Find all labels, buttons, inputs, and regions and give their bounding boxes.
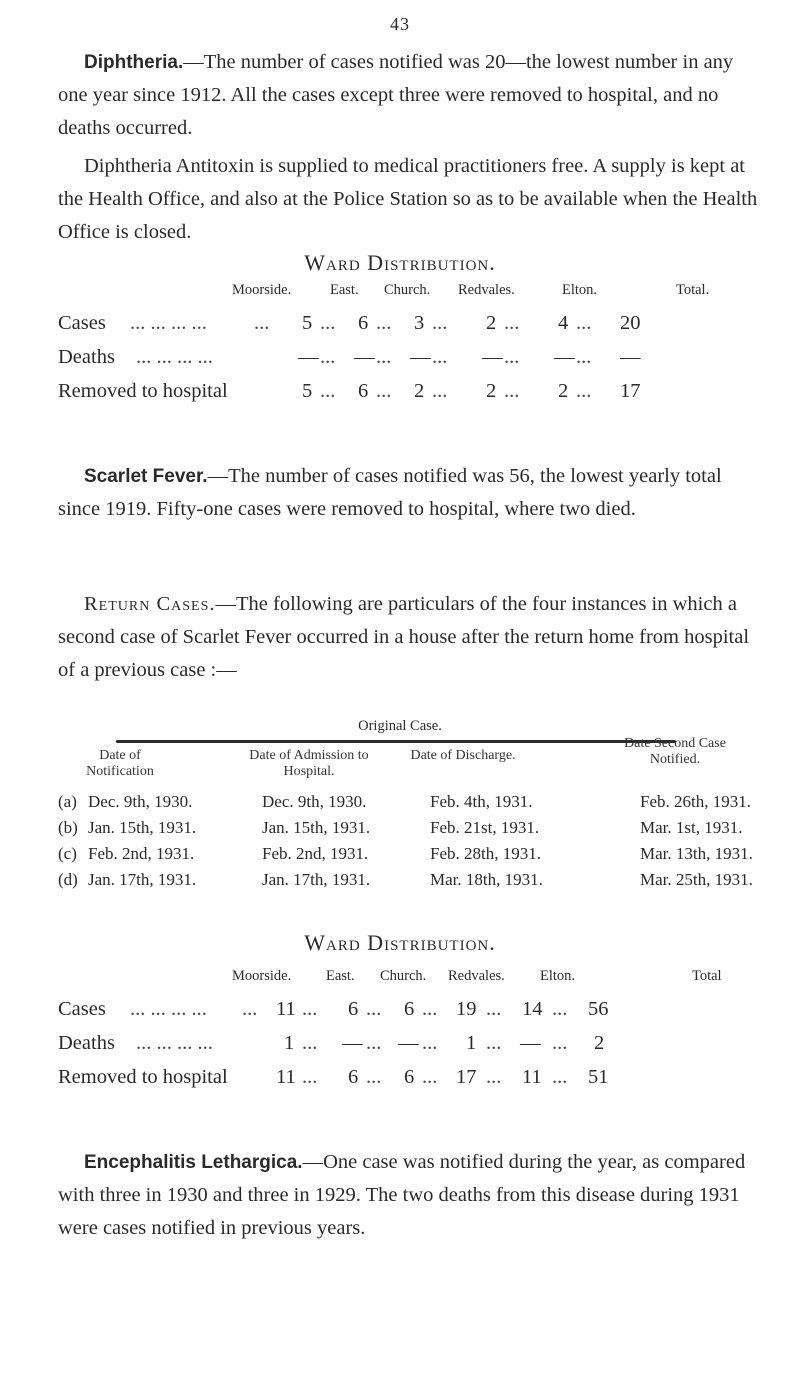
- column-header: Total.: [676, 282, 710, 298]
- encephalitis-paragraph: [58, 1146, 758, 1245]
- row-label: (a): [58, 792, 77, 811]
- scarlet-fever-paragraph: [58, 460, 758, 526]
- header-date-admission: Date of Admission to Hospital.: [249, 748, 369, 779]
- cell: 6: [404, 998, 415, 1020]
- row-label: Removed to hospital: [58, 1066, 228, 1088]
- cell-discharge: Feb. 21st, 1931.: [430, 818, 540, 837]
- cell-discharge: Feb. 4th, 1931.: [430, 792, 533, 811]
- ward-distribution-heading-2: Ward Distribution.: [304, 930, 496, 955]
- row-label: (b): [58, 818, 78, 837]
- column-header: Moorside.: [232, 968, 292, 984]
- column-header: Elton.: [540, 968, 576, 984]
- row-label: (c): [58, 844, 77, 863]
- return-row-d: [58, 870, 778, 896]
- row-label: Deaths: [58, 346, 115, 368]
- scarlet-fever-text: —The number of cases notified was 56, the lowest yearly total since 1919. Fifty-one cases were removed to hospital, where two died.: [58, 465, 722, 520]
- cell: 5: [302, 380, 313, 402]
- cell-notification: Dec. 9th, 1930.: [88, 792, 193, 811]
- encephalitis-text: —One case was notified during the year, as compared with three in 1930 and three in 1929. The two deaths from this disease during 1931 were cases notified in previous years.: [58, 1151, 746, 1239]
- return-row-a: [58, 792, 778, 818]
- cell: 17: [456, 1066, 477, 1088]
- cell: 11: [522, 1066, 542, 1088]
- cell: —: [520, 1032, 541, 1054]
- cell: —: [620, 346, 641, 368]
- header-date-discharge: Date of Discharge.: [410, 748, 516, 763]
- cell: 5: [302, 312, 313, 334]
- original-case-caption: Original Case.: [358, 718, 442, 734]
- cell: 2: [594, 1032, 605, 1054]
- cell: —: [482, 346, 503, 368]
- ward-distribution-heading-1: Ward Distribution.: [304, 250, 496, 275]
- cell-notification: Jan. 15th, 1931.: [88, 818, 197, 837]
- cell: 6: [358, 312, 369, 334]
- row-label: Cases: [58, 998, 106, 1020]
- row-label: Cases: [58, 312, 106, 334]
- row-label: Removed to hospital: [58, 380, 228, 402]
- cell: 1: [284, 1032, 295, 1054]
- diphtheria-paragraph: [58, 46, 758, 145]
- cell: —: [410, 346, 431, 368]
- cell: —: [342, 1032, 363, 1054]
- cell-second: Mar. 1st, 1931.: [640, 818, 743, 837]
- return-row-b: [58, 818, 778, 844]
- cell: 19: [456, 998, 477, 1020]
- caption-rule: [116, 740, 676, 743]
- cell: 20: [620, 312, 641, 334]
- return-cases-paragraph: [58, 588, 758, 687]
- column-header: Moorside.: [232, 282, 292, 298]
- column-header: Church.: [384, 282, 431, 298]
- column-header: Redvales.: [448, 968, 505, 984]
- cell: —: [398, 1032, 419, 1054]
- ward-table-1-header: [0, 282, 800, 302]
- cell: 4: [558, 312, 569, 334]
- row-leader: ... ... ... ...: [130, 998, 207, 1020]
- cell-discharge: Feb. 28th, 1931.: [430, 844, 541, 863]
- cell: 2: [486, 380, 497, 402]
- column-header: Church.: [380, 968, 427, 984]
- column-header: East.: [330, 282, 359, 298]
- cell: 2: [486, 312, 497, 334]
- cell: 17: [620, 380, 641, 402]
- cell-discharge: Mar. 18th, 1931.: [430, 870, 543, 889]
- row-label: Deaths: [58, 1032, 115, 1054]
- cell: —: [354, 346, 375, 368]
- return-row-c: [58, 844, 778, 870]
- scarlet-fever-title: Scarlet Fever.: [84, 466, 208, 487]
- column-header: Redvales.: [458, 282, 515, 298]
- header-date-second-case: Date Second Case Notified.: [624, 736, 726, 767]
- cell: 3: [414, 312, 425, 334]
- cell: 56: [588, 998, 609, 1020]
- return-cases-title: Return Cases.: [84, 593, 216, 615]
- cell: 2: [414, 380, 425, 402]
- cell: 14: [522, 998, 543, 1020]
- cell: 11: [276, 1066, 296, 1088]
- column-header: Elton.: [562, 282, 598, 298]
- ward-table-2-header: [0, 968, 800, 988]
- cell: 51: [588, 1066, 609, 1088]
- cell-admission: Feb. 2nd, 1931.: [262, 844, 369, 863]
- diphtheria-text: —The number of cases notified was 20—the lowest number in any one year since 1912. All the cases except three were removed to hospital, and no deaths occurred.: [58, 51, 734, 139]
- ward-table-1-row-cases: Cases ... ... ... ... ... 5 ... 6 ... 3 ... 2 ... 4 ... 20: [58, 312, 641, 334]
- cell: 6: [358, 380, 369, 402]
- cell-second: Mar. 25th, 1931.: [640, 870, 753, 889]
- row-leader: ... ... ... ...: [130, 312, 207, 334]
- cell: 6: [348, 1066, 359, 1088]
- return-cases-text: —The following are particulars of the four instances in which a second case of Scarlet Fever occurred in a house after the return home from hospital of a previous case :—: [58, 593, 750, 681]
- cell-notification: Jan. 17th, 1931.: [88, 870, 197, 889]
- cell-admission: Dec. 9th, 1930.: [262, 792, 367, 811]
- row-leader: ... ... ... ...: [136, 1032, 213, 1054]
- cell: 1: [466, 1032, 477, 1054]
- ward-table-1-row-removed: Removed to hospital 5 ... 6 ... 2 ... 2 ... 2 ... 17: [58, 380, 641, 402]
- cell: 6: [404, 1066, 415, 1088]
- cell-second: Mar. 13th, 1931.: [640, 844, 753, 863]
- column-header: Total: [692, 968, 722, 984]
- ward-table-2-row-deaths: Deaths ... ... ... ... 1 ... — ... — ... 1 ... — ... 2: [58, 1032, 605, 1054]
- row-leader: ... ... ... ...: [136, 346, 213, 368]
- ward-table-1-row-deaths: Deaths ... ... ... ... — ... — ... — ... — ... — ... —: [58, 346, 641, 368]
- cell: 2: [558, 380, 569, 402]
- cell: 6: [348, 998, 359, 1020]
- cell: 11: [276, 998, 296, 1020]
- row-label: (d): [58, 870, 78, 889]
- encephalitis-title: Encephalitis Lethargica.: [84, 1152, 303, 1173]
- cell-second: Feb. 26th, 1931.: [640, 792, 751, 811]
- ward-table-2-row-removed: Removed to hospital 11 ... 6 ... 6 ... 17 ... 11 ... 51: [58, 1066, 609, 1088]
- cell: —: [554, 346, 575, 368]
- header-date-notification: Date of Notification: [86, 748, 154, 779]
- cell-notification: Feb. 2nd, 1931.: [88, 844, 195, 863]
- diphtheria-title: Diphtheria.: [84, 52, 184, 73]
- column-header: East.: [326, 968, 355, 984]
- cell-admission: Jan. 17th, 1931.: [262, 870, 371, 889]
- cell-admission: Jan. 15th, 1931.: [262, 818, 371, 837]
- antitoxin-paragraph: Diphtheria Antitoxin is supplied to medical practitioners free. A supply is kept at the Health Office, and also at the Police Station so as to be available when the Health Office is closed.: [58, 155, 758, 243]
- page-number: 43: [390, 14, 410, 34]
- ward-table-2-row-cases: Cases ... ... ... ... ... 11 ... 6 ... 6 ... 19 ... 14 ... 56: [58, 998, 609, 1020]
- cell: —: [298, 346, 319, 368]
